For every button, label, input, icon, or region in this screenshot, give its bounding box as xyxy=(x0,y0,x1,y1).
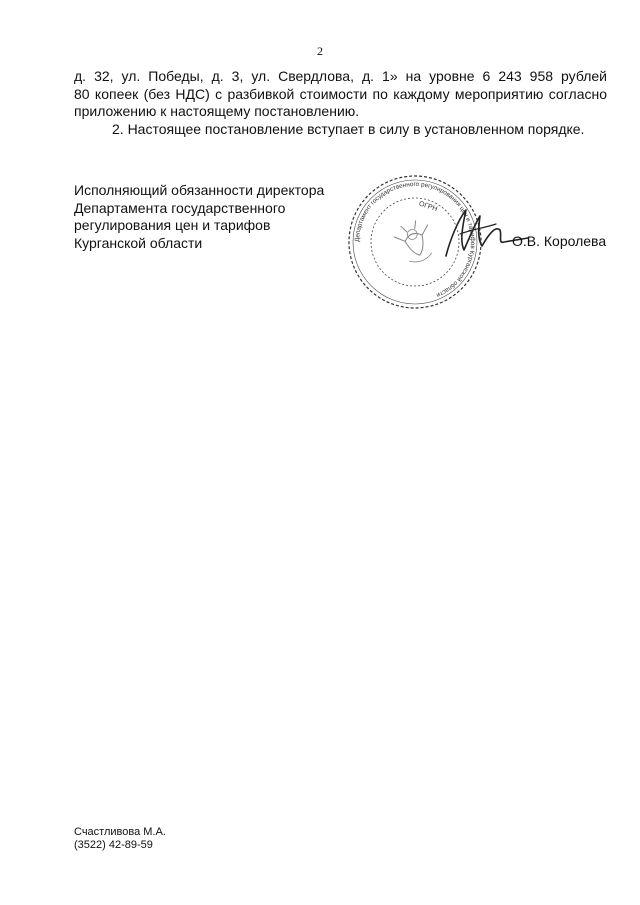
resolution-text xyxy=(74,68,607,138)
signatory-line-3: регулирования цен и тарифов xyxy=(74,217,271,233)
performer-name: Счастливова М.А. xyxy=(74,826,166,838)
signer-name: О.В. Королева xyxy=(512,233,607,249)
body-line-3: приложению к настоящему постановлению. xyxy=(74,103,360,119)
seal-outer-text: Департамент государственного регулирования цен и тарифов Курганской области xyxy=(353,180,477,299)
signatory-line-4: Курганской области xyxy=(74,234,203,251)
performer-phone: (3522) 42-89-59 xyxy=(74,839,153,851)
seal-ogrn-label: ОГРН xyxy=(417,200,439,214)
signatory-title xyxy=(74,182,324,252)
page-number: 2 xyxy=(317,44,323,58)
body-line-2: 80 копеек (без НДС) с разбивкой стоимости по каждому мероприятию согласно xyxy=(74,85,607,102)
signatory-line-1: Исполняющий обязанности директора xyxy=(74,182,325,198)
signatory-line-2: Департамента государственного xyxy=(74,199,286,216)
body-line-1: д. 32, ул. Победы, д. 3, ул. Свердлова, д. 1» на уровне 6 243 958 рублей xyxy=(74,68,607,84)
performer-info xyxy=(74,826,166,852)
body-line-4: 2. Настоящее постановление вступает в силу в установленном порядке. xyxy=(112,120,585,137)
